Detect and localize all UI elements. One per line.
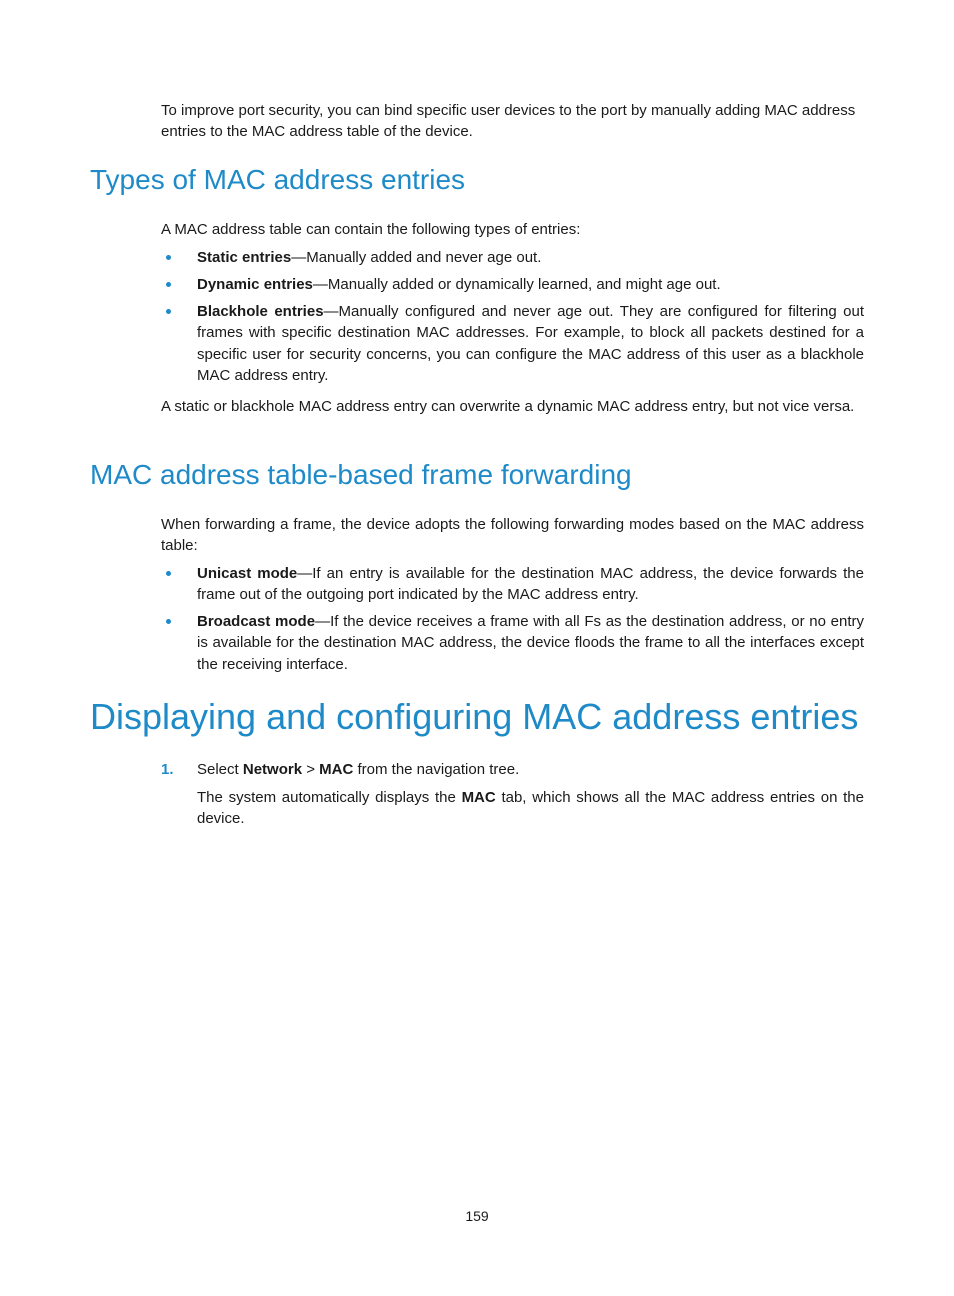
list-item [197, 247, 864, 268]
step-text-pre: Select [197, 761, 243, 778]
step-number: 1. [161, 761, 174, 778]
section-heading-forwarding: MAC address table-based frame forwarding [90, 459, 632, 490]
list-item-desc: —If an entry is available for the destination MAC address, the device forwards the frame out of the outgoing port indicated by the MAC address entry. [197, 565, 864, 604]
step-note [197, 787, 864, 830]
nav-separator: > [302, 761, 320, 778]
section-heading-types: Types of MAC address entries [90, 164, 466, 195]
step-note-post: tab, which shows all the MAC address entries on the device. [197, 789, 864, 828]
intro-paragraph: To improve port security, you can bind specific user devices to the port by manually adding MAC address entries to the MAC address table of the device. [161, 102, 856, 141]
step-note-pre: The system automatically displays the [197, 789, 462, 806]
mac-tab-label: MAC [461, 789, 496, 806]
list-item-desc: —Manually added and never age out. [291, 249, 542, 266]
list-item-term: Unicast mode [197, 565, 298, 582]
step-text-post: from the navigation tree. [353, 761, 520, 778]
list-item-desc: —Manually configured and never age out. They are configured for filtering out frames with specific destination MAC addresses. For example, to block all packets destined for a specific user for security concerns, you can configure the MAC address of this user as a blackhole MAC address entry. [197, 303, 864, 384]
list-item [197, 611, 864, 675]
types-lead: A MAC address table can contain the following types of entries: [161, 221, 581, 238]
bullet-icon [166, 619, 171, 624]
list-item [197, 274, 864, 295]
nav-network-label: Network [242, 761, 303, 778]
list-item-desc: —Manually added or dynamically learned, and might age out. [312, 276, 721, 293]
list-item-term: Blackhole entries [197, 303, 324, 320]
bullet-icon [166, 282, 171, 287]
list-item-term: Dynamic entries [197, 276, 313, 293]
list-item-desc: —If the device receives a frame with all Fs as the destination address, or no entry is available for the destination MAC address, the device floods the frame to all the interfaces except the receiving interface. [197, 613, 864, 673]
nav-mac-label: MAC [319, 761, 354, 778]
list-item-term: Broadcast mode [197, 613, 316, 630]
list-item [197, 301, 864, 386]
bullet-icon [166, 309, 171, 314]
section-heading-display: Displaying and configuring MAC address entries [90, 696, 859, 737]
page-number: 159 [465, 1208, 489, 1224]
forwarding-lead: When forwarding a frame, the device adopts the following forwarding modes based on the MAC address table: [161, 516, 864, 555]
types-note: A static or blackhole MAC address entry can overwrite a dynamic MAC address entry, but not vice versa. [161, 398, 855, 415]
step-text [197, 759, 864, 780]
bullet-icon [166, 255, 171, 260]
list-item-term: Static entries [197, 249, 292, 266]
bullet-icon [166, 571, 171, 576]
list-item [197, 563, 864, 606]
